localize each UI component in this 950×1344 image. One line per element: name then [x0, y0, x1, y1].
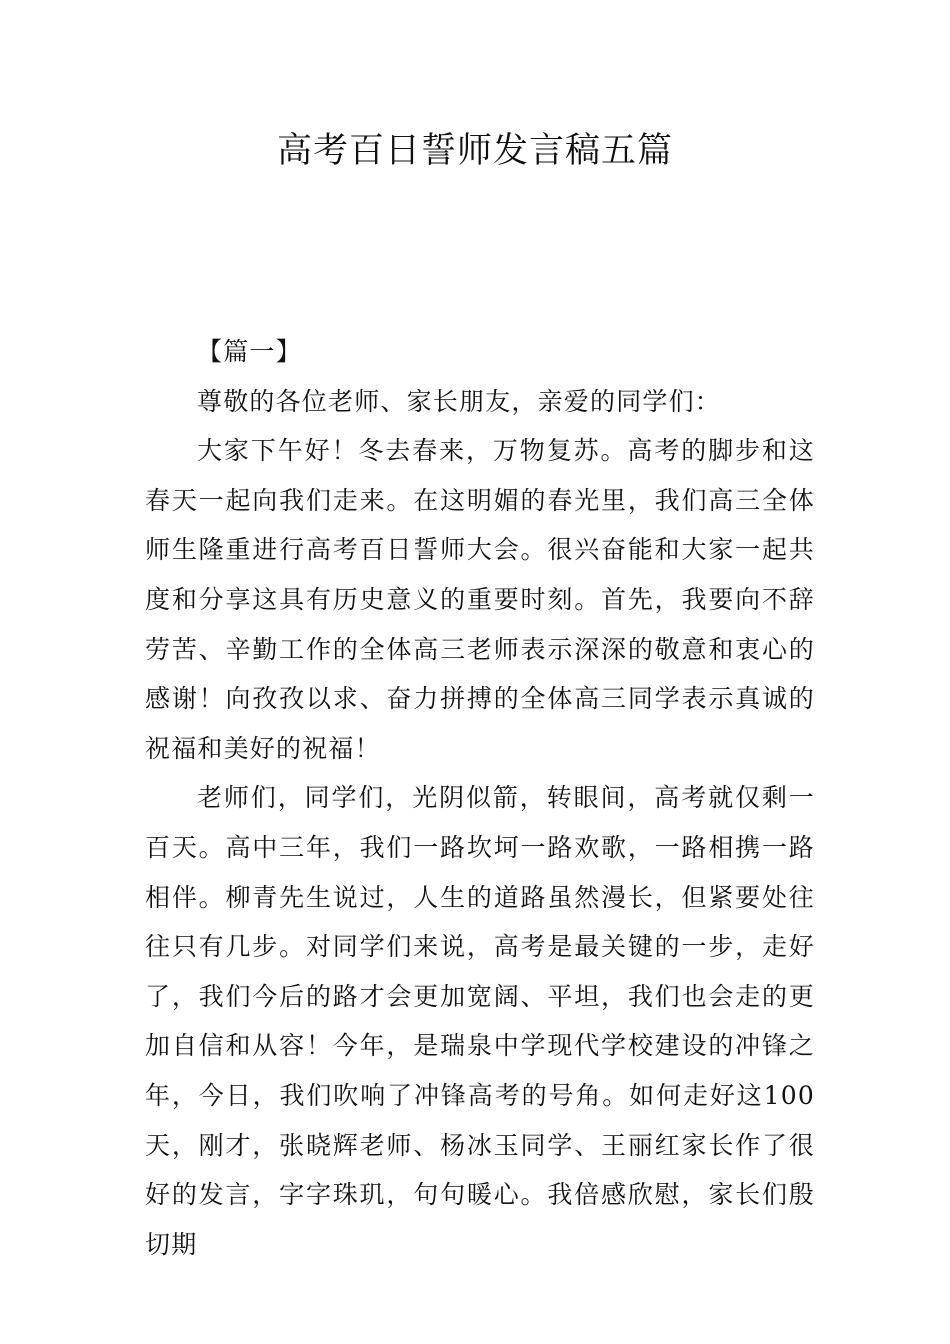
- paragraph-2: 老师们，同学们，光阴似箭，转眼间，高考就仅剩一百天。高中三年，我们一路坎坷一路欢歌，一路相携一路相伴。柳青先生说过，人生的道路虽然漫长，但紧要处往往只有几步。对同学们来说，高考是最关键的一步，走好了，我们今后的路才会更加宽阔、平坦，我们也会走的更加自信和从容！今年，是瑞泉中学现代学校建设的冲锋之年，今日，我们吹响了冲锋高考的号角。如何走好这100天，刚才，张晓辉老师、杨冰玉同学、王丽红家长作了很好的发言，字字珠玑，句句暖心。我倍感欣慰，家长们殷切期: [145, 783, 815, 1259]
- document-title: 高考百日誓师发言稿五篇: [276, 131, 673, 171]
- paragraph-1: 大家下午好！冬去春来，万物复苏。高考的脚步和这春天一起向我们走来。在这明媚的春光里，我们高三全体师生隆重进行高考百日誓师大会。很兴奋能和大家一起共度和分享这具有历史意义的重要时刻。首先，我要向不辞劳苦、辛勤工作的全体高三老师表示深深的敬意和衷心的感谢！向孜孜以求、奋力拼搏的全体高三同学表示真诚的祝福和美好的祝福！: [145, 436, 815, 763]
- salutation: 尊敬的各位老师、家长朋友，亲爱的同学们：: [197, 386, 722, 416]
- section-heading: 【篇一】: [197, 337, 302, 366]
- document-body: [145, 327, 815, 1269]
